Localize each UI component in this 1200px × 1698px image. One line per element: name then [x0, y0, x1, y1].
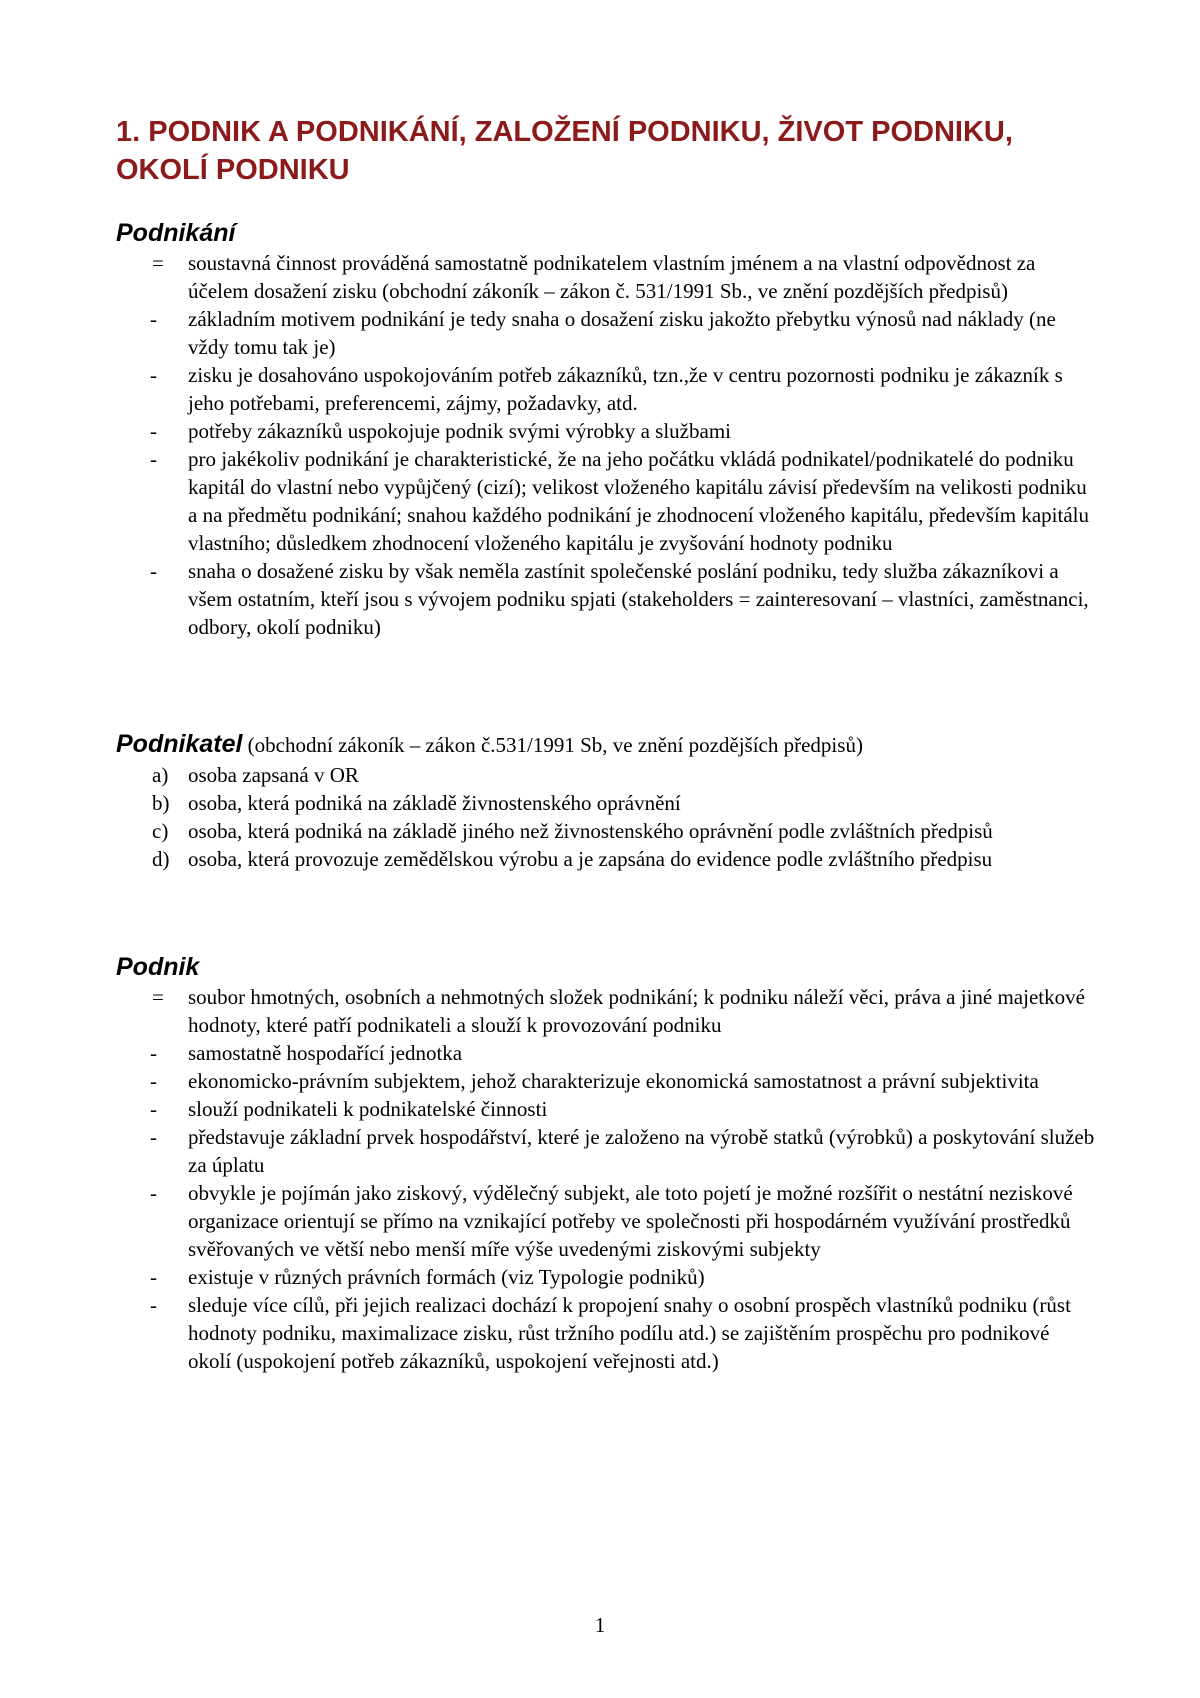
list-marker: - — [150, 1265, 157, 1289]
list-item-text: základním motivem podnikání je tedy snaha o dosažení zisku jakožto přebytku výnosů nad náklady (ne vždy tomu tak je) — [188, 307, 1056, 359]
list-item-text: pro jakékoliv podnikání je charakteristické, že na jeho počátku vkládá podnikatel/podnikatelé do podniku kapitál do vlastní nebo vypůjčený (cizí); velikost vloženého kapitálu závisí především na velikosti podniku a na předmětu podnikání; snahou každého podnikání je zhodnocení vloženého kapitálu, především kapitálu vlastního; důsledkem zhodnocení vloženého kapitálu je zvyšování hodnoty podniku — [188, 447, 1089, 555]
list-item — [116, 249, 1096, 305]
list-marker: = — [152, 985, 164, 1009]
list-marker: - — [150, 1041, 157, 1065]
list-marker: a) — [152, 763, 169, 787]
list-item-text: osoba zapsaná v OR — [188, 763, 359, 787]
list-item-text: ekonomicko-právním subjektem, jehož charakterizuje ekonomická samostatnost a právní subjektivita — [188, 1069, 1039, 1093]
list-marker: - — [150, 1293, 157, 1317]
list-item — [116, 817, 1096, 845]
list-item — [116, 557, 1096, 641]
list-marker: c) — [152, 819, 169, 843]
list-item — [116, 1039, 1096, 1067]
page-number: 1 — [594, 1613, 606, 1637]
list-item-text: osoba, která podniká na základě jiného než živnostenského oprávnění podle zvláštních předpisů — [188, 819, 993, 843]
list-item — [116, 445, 1096, 557]
section-heading-text: Podnikání — [116, 219, 236, 247]
section-heading-note: (obchodní zákoník – zákon č.531/1991 Sb, ve znění pozdějších předpisů) — [242, 733, 863, 757]
list-item-text: potřeby zákazníků uspokojuje podnik svými výrobky a službami — [188, 419, 731, 443]
list-marker: - — [150, 363, 157, 387]
list-item-text: snaha o dosažené zisku by však neměla zastínit společenské poslání podniku, tedy služba zákazníkovi a všem ostatním, kteří jsou s vývojem podniku spjati (stakeholders = zainteresovaní – vlastníci, zaměstnanci, odbory, okolí podniku) — [188, 559, 1089, 639]
section-heading — [116, 218, 1096, 248]
list-item-text: zisku je dosahováno uspokojováním potřeb zákazníků, tzn.,že v centru pozornosti podniku je zákazník s jeho potřebami, preferencemi, zájmy, požadavky, atd. — [188, 363, 1063, 415]
section-heading — [116, 729, 1096, 760]
list-item-text: osoba, která podniká na základě živnostenského oprávnění — [188, 791, 681, 815]
list-item — [116, 789, 1096, 817]
list-item — [116, 417, 1096, 445]
item-list — [116, 761, 1096, 873]
list-item — [116, 1067, 1096, 1095]
list-marker: b) — [152, 791, 170, 815]
list-item-text: soustavná činnost prováděná samostatně podnikatelem vlastním jménem a na vlastní odpovědnost za účelem dosažení zisku (obchodní zákoník – zákon č. 531/1991 Sb., ve znění pozdějších předpisů) — [188, 251, 1036, 303]
page-title: 1. PODNIK A PODNIKÁNÍ, ZALOŽENÍ PODNIKU, ŽIVOT PODNIKU, OKOLÍ PODNIKU — [116, 116, 1013, 186]
list-marker: - — [150, 419, 157, 443]
list-marker: - — [150, 1069, 157, 1093]
list-marker: - — [150, 1097, 157, 1121]
list-item-text: samostatně hospodařící jednotka — [188, 1041, 463, 1065]
list-marker: d) — [152, 847, 170, 871]
section-heading-text: Podnikatel — [116, 730, 243, 758]
list-marker: - — [150, 1125, 157, 1149]
list-item — [116, 1263, 1096, 1291]
list-marker: - — [150, 307, 157, 331]
list-item-text: soubor hmotných, osobních a nehmotných složek podnikání; k podniku náleží věci, práva a jiné majetkové hodnoty, které patří podnikateli a slouží k provozování podniku — [188, 985, 1085, 1037]
list-item — [116, 1291, 1096, 1375]
list-item — [116, 845, 1096, 873]
list-item-text: osoba, která provozuje zemědělskou výrobu a je zapsána do evidence podle zvláštního předpisu — [188, 847, 993, 871]
section-podnikani — [116, 218, 1096, 641]
list-item-text: představuje základní prvek hospodářství, které je založeno na výrobě statků (výrobků) a poskytování služeb za úplatu — [188, 1125, 1095, 1177]
list-item — [116, 1179, 1096, 1263]
list-marker: = — [152, 251, 164, 275]
section-podnik — [116, 952, 1096, 1375]
list-item — [116, 983, 1096, 1039]
list-item-text: existuje v různých právních formách (viz Typologie podniků) — [188, 1265, 705, 1289]
list-marker: - — [150, 559, 157, 583]
list-item-text: sleduje více cílů, při jejich realizaci dochází k propojení snahy o osobní prospěch vlastníků podniku (růst hodnoty podniku, maximalizace zisku, růst tržního podílu atd.) se zajištěním prospěchu pro podnikové okolí (uspokojení potřeb zákazníků, uspokojení veřejnosti atd.) — [188, 1293, 1071, 1373]
item-list — [116, 249, 1096, 641]
list-item — [116, 305, 1096, 361]
list-item — [116, 361, 1096, 417]
section-podnikatel — [116, 729, 1096, 873]
section-heading-text: Podnik — [116, 953, 200, 981]
list-marker: - — [150, 1181, 157, 1205]
list-item — [116, 761, 1096, 789]
list-item-text: obvykle je pojímán jako ziskový, výdělečný subjekt, ale toto pojetí je možné rozšířit o nestátní neziskové organizace orientují se přímo na vznikající potřeby ve společnosti při hospodárném využívání prostředků svěřovaných ve větší nebo menší míře výše uvedenými ziskovými subjekty — [188, 1181, 1073, 1261]
section-heading — [116, 952, 1096, 982]
list-item-text: slouží podnikateli k podnikatelské činnosti — [188, 1097, 548, 1121]
list-item — [116, 1095, 1096, 1123]
list-marker: - — [150, 447, 157, 471]
item-list — [116, 983, 1096, 1375]
list-item — [116, 1123, 1096, 1179]
